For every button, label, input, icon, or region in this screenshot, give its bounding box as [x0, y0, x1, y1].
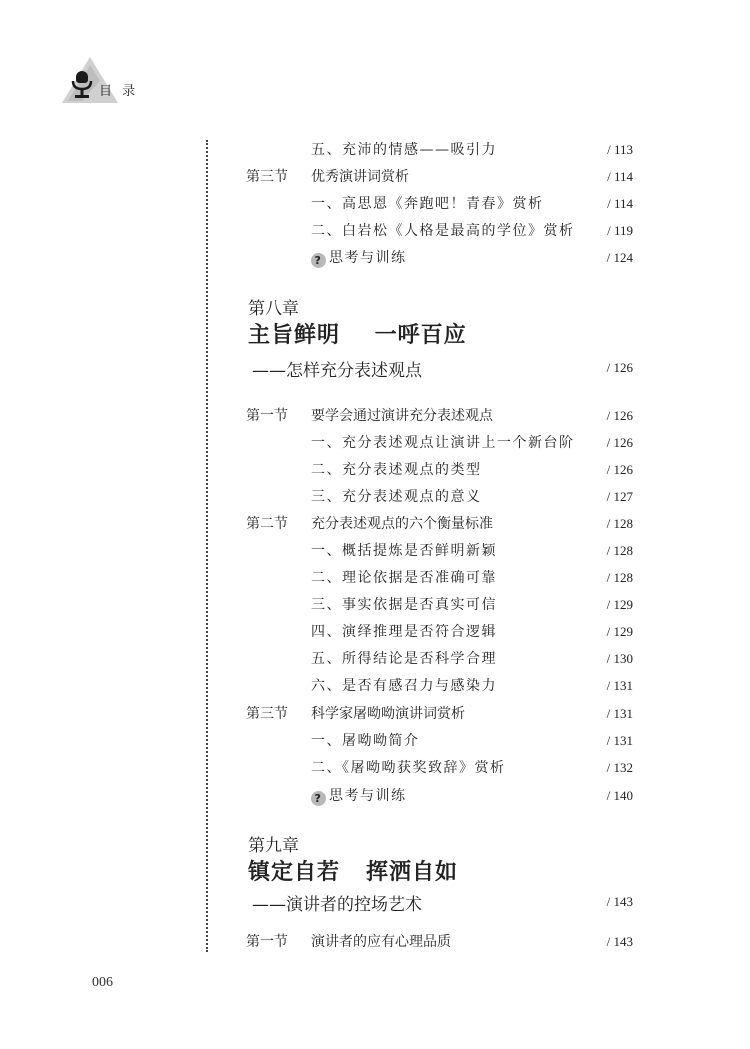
- toc-page-number: / 127: [606, 489, 633, 504]
- toc-page-number: / 129: [606, 597, 633, 612]
- toc-page-number: / 126: [606, 462, 633, 477]
- toc-page-number: / 126: [606, 435, 633, 450]
- toc-entry-title: 二、充分表述观点的类型: [311, 462, 482, 478]
- toc-row[interactable]: [0, 485, 750, 509]
- toc-row[interactable]: [0, 702, 750, 726]
- toc-page-number: / 119: [607, 223, 633, 238]
- chapter-title: 主旨鲜明 一呼百应: [248, 323, 467, 348]
- question-icon: ?: [311, 253, 326, 268]
- header-title: 目 录: [99, 84, 139, 99]
- toc-entry-title: 四、演绎推理是否符合逻辑: [311, 624, 497, 640]
- toc-entry-title: 五、所得结论是否科学合理: [311, 651, 497, 667]
- toc-row[interactable]: [0, 404, 750, 428]
- section-tag: 第三节: [246, 169, 288, 185]
- toc-row[interactable]: [0, 620, 750, 644]
- toc-page-number: / 130: [606, 651, 633, 666]
- toc-page-number: / 126: [606, 408, 633, 423]
- toc-entry-title: 一、概括提炼是否鲜明新颖: [311, 543, 497, 559]
- toc-entry-title: 二、《屠呦呦获奖致辞》赏析: [311, 760, 506, 776]
- toc-row[interactable]: [0, 756, 750, 780]
- toc-row[interactable]: [0, 647, 750, 671]
- toc-entry-title: 二、理论依据是否准确可靠: [311, 570, 497, 586]
- toc-page-number: / 132: [606, 760, 633, 775]
- section-tag: 第二节: [246, 516, 288, 532]
- toc-page-number: / 114: [607, 196, 633, 211]
- toc-page-number: / 131: [606, 733, 633, 748]
- toc-page-number: / 131: [606, 706, 633, 721]
- toc-entry-title: 要学会通过演讲充分表述观点: [311, 408, 493, 424]
- toc-row[interactable]: [0, 674, 750, 698]
- toc-page-number: / 126: [606, 360, 633, 375]
- chapter-title: 镇定自若 挥洒自如: [248, 860, 458, 885]
- toc-row[interactable]: [0, 165, 750, 189]
- toc-page-number: / 128: [606, 570, 633, 585]
- toc-entry-title: 思考与训练: [329, 788, 407, 804]
- toc-page-number: / 129: [606, 624, 633, 639]
- toc-page-number: / 114: [607, 169, 633, 184]
- toc-entry-title: 充分表述观点的六个衡量标准: [311, 516, 493, 532]
- toc-entry-title: 演讲者的应有心理品质: [311, 934, 451, 950]
- toc-row[interactable]: [0, 458, 750, 482]
- toc-row[interactable]: [0, 593, 750, 617]
- toc-entry-title: 五、充沛的情感——吸引力: [311, 142, 497, 158]
- toc-entry-title: 三、充分表述观点的意义: [311, 489, 482, 505]
- toc-page-number: / 124: [606, 250, 633, 265]
- chapter-label: 第八章: [248, 299, 299, 319]
- toc-entry-title: 二、白岩松《人格是最高的学位》赏析: [311, 223, 575, 239]
- section-tag: 第三节: [246, 706, 288, 722]
- toc-row[interactable]: [0, 512, 750, 536]
- chapter-label: 第九章: [248, 836, 299, 856]
- toc-row[interactable]: [0, 138, 750, 162]
- question-icon: ?: [311, 791, 326, 806]
- toc-entry-title: 一、屠呦呦简介: [311, 733, 420, 749]
- toc-row[interactable]: [0, 192, 750, 216]
- toc-page-number: / 143: [606, 934, 633, 949]
- toc-row[interactable]: [0, 729, 750, 753]
- toc-page-number: / 143: [606, 894, 633, 909]
- toc-page-number: / 131: [606, 678, 633, 693]
- toc-entry-title: 思考与训练: [329, 250, 407, 266]
- page-number: 006: [92, 975, 113, 990]
- toc-entry-title: 三、事实依据是否真实可信: [311, 597, 497, 613]
- toc-page-number: / 113: [607, 142, 633, 157]
- chapter-subtitle: ——演讲者的控场艺术: [252, 895, 422, 915]
- toc-row[interactable]: [0, 431, 750, 455]
- toc-row[interactable]: [0, 784, 750, 808]
- toc-row[interactable]: [0, 539, 750, 563]
- toc-entry-title: 一、高思恩《奔跑吧！青春》赏析: [311, 196, 544, 212]
- toc-page-number: / 140: [606, 788, 633, 803]
- toc-entry-title: 优秀演讲词赏析: [311, 169, 409, 185]
- toc-entry-title: 科学家屠呦呦演讲词赏析: [311, 706, 465, 722]
- chapter-subtitle: ——怎样充分表述观点: [252, 361, 422, 381]
- toc-page-number: / 128: [606, 543, 633, 558]
- toc-page-number: / 128: [606, 516, 633, 531]
- toc-row[interactable]: [0, 219, 750, 243]
- toc-entry-title: 六、是否有感召力与感染力: [311, 678, 497, 694]
- toc-row[interactable]: [0, 246, 750, 270]
- toc-row[interactable]: [0, 566, 750, 590]
- toc-row[interactable]: [0, 930, 750, 954]
- toc-entry-title: 一、充分表述观点让演讲上一个新台阶: [311, 435, 575, 451]
- section-tag: 第一节: [246, 408, 288, 424]
- section-tag: 第一节: [246, 934, 288, 950]
